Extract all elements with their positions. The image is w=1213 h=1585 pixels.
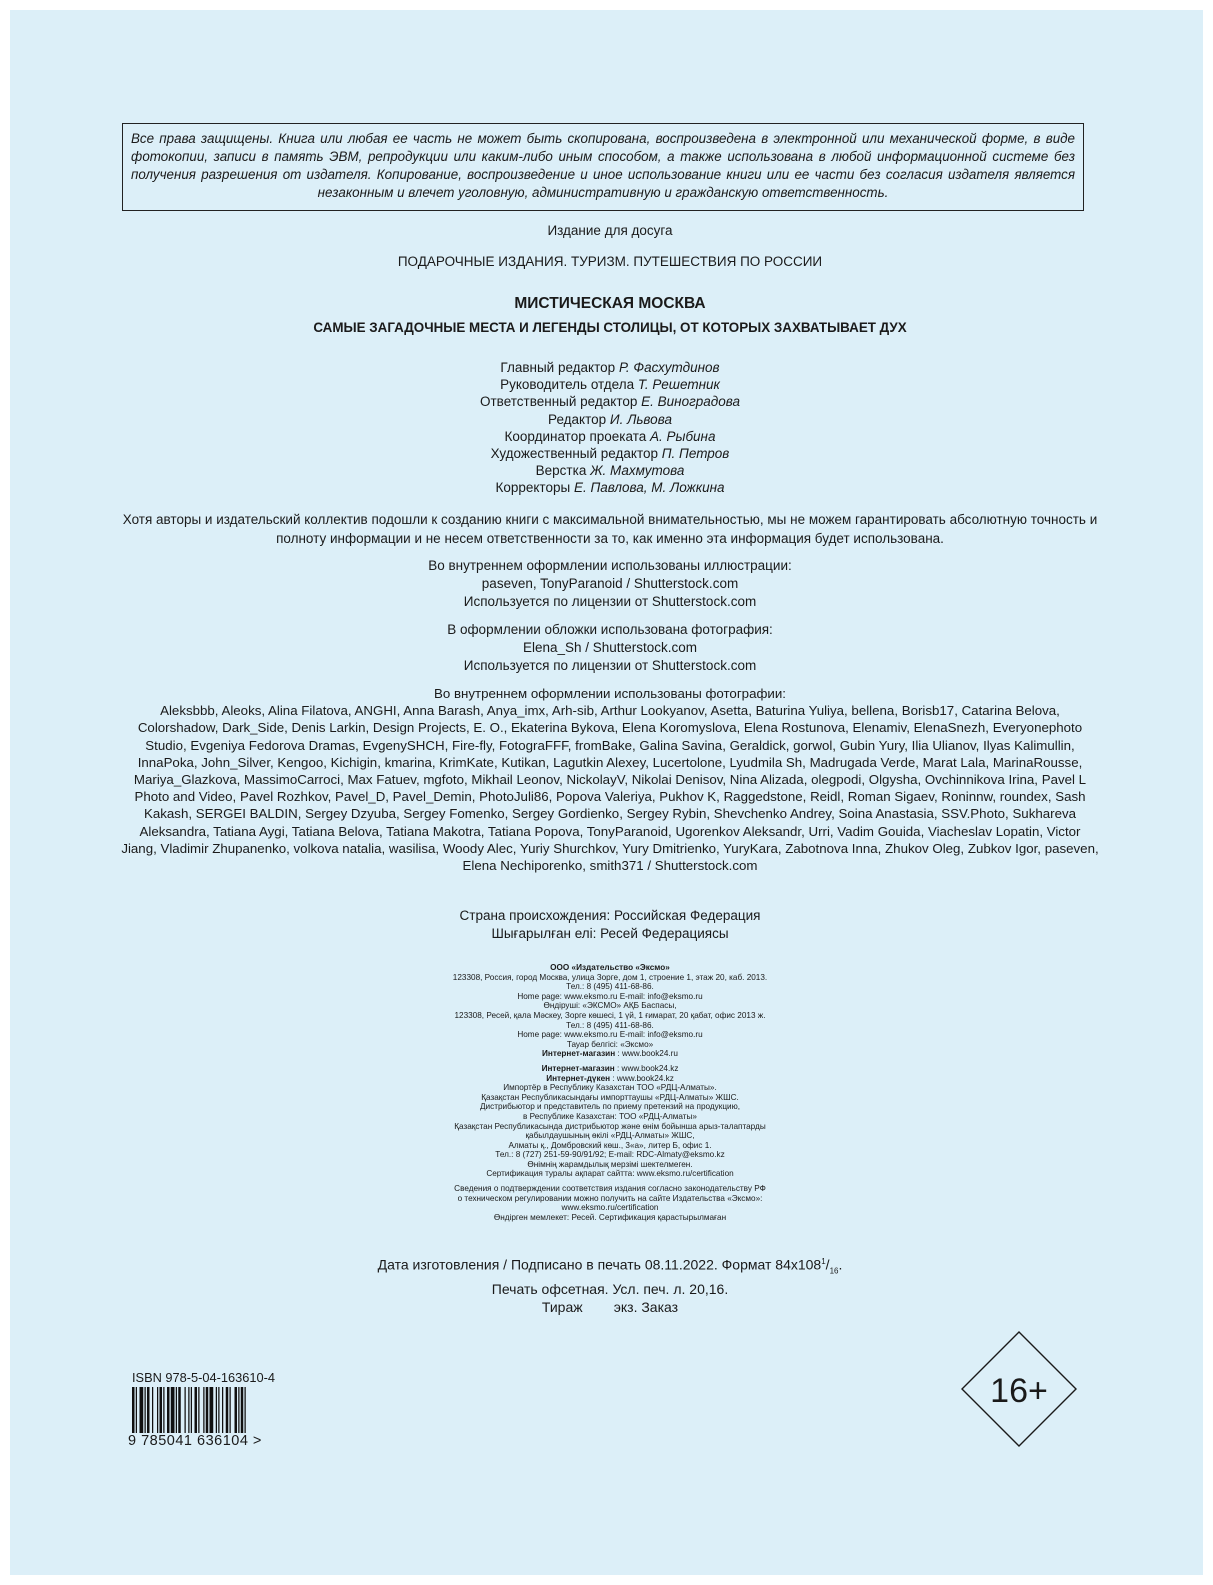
series-label: ПОДАРОЧНЫЕ ИЗДАНИЯ. ТУРИЗМ. ПУТЕШЕСТВИЯ ПО РОССИИ <box>397 254 823 269</box>
credit-line: Художественный редактор П. Петров <box>490 446 730 462</box>
book-subtitle: САМЫЕ ЗАГАДОЧНЫЕ МЕСТА И ЛЕГЕНДЫ СТОЛИЦЫ, ОТ КОТОРЫХ ЗАХВАТЫВАЕТ ДУХ <box>313 320 907 335</box>
isbn: ISBN 978-5-04-163610-4 <box>132 1370 275 1385</box>
credit-line: Ответственный редактор Е. Виноградова <box>480 394 740 410</box>
credit-line: Главный редактор Р. Фасхутдинов <box>500 360 720 375</box>
publisher-name: ООО «Издательство «Эксмо» <box>550 963 670 972</box>
illustrations-credit: Во внутреннем оформлении использованы иллюстрации: paseven, TonyParanoid / Shutterstock.com Используется по лицензии от Shutterstock.com <box>428 558 792 609</box>
disclaimer: Хотя авторы и издательский коллектив подошли к созданию книги с максимальной внимательностью, мы не можем гарантировать абсолютную точность и полноту информации и не несем ответственности за то, как именно эта информация будет использована. <box>122 512 1098 546</box>
book-title: МИСТИЧЕСКАЯ МОСКВА <box>514 295 706 312</box>
imprint-page <box>10 10 1203 1575</box>
leisure-edition-label: Издание для досуга <box>547 223 673 238</box>
credit-line: Редактор И. Львова <box>548 411 672 427</box>
barcode-icon <box>132 1387 284 1433</box>
rights-notice: Все права защищены. Книга или любая ее часть не может быть скопирована, воспроизведена в электронной или механической форме, в виде фотокопии, записи в память ЭВМ, репродукции или каким-либо иным способом, а также использована в любой информационной системе без получения разрешения от издателя. Копирование, воспроизведение и иное использование книги или ее части без согласия издателя является незаконным и влечет уголовную, административную и гражданскую ответственность. <box>122 123 1084 211</box>
country-of-origin: Страна происхождения: Российская Федерация Шығарылған елі: Ресей Федерациясы <box>459 908 761 941</box>
barcode-digits: 9 785041 636104 > <box>128 1433 262 1449</box>
print-details: Дата изготовления / Подписано в печать 08.11.2022. Формат $84x108^1/_{16}$. Печать офсетная. Усл. печ. л. 20,16. Тираж экз. Заказ <box>377 1256 843 1316</box>
photo-credits-heading: Во внутреннем оформлении использованы фотографии: <box>434 686 786 701</box>
age-rating-badge <box>960 1330 1078 1448</box>
publisher-info: ООО «Издательство «Эксмо» 123308, Россия, город Москва, улица Зорге, дом 1, строение 1, этаж 20, каб. 2013. Тел.: 8 (495) 411-68-86. Home page: www.eksmo.ru E-mail: info@eksmo.ru Өндіруші: «ЭКСМО» АҚБ Баспасы, 123308, Ресей, қала Мәскеу, Зорге көшесі, 1 үй, 1 ғимарат, 20 қабат, офис 2013 ж. Тел.: 8 (495) 411-68-86. Home page: www.eksmo.ru E-mail: info@eksmo.ru Тауар белгісі: «Эксмо» Интернет-магазин : www.book24.ru Интернет-магазин : www.book24.kz Интернет-дүкен : www.book24.kz Импортёр в Республику Казахстан ТОО «РДЦ-Алматы». Қазақстан Республикасындағы импорттаушы «РДЦ-Алматы» ЖШС. Дистрибьютор и представитель по приему претензий на продукцию, в Республике Казахстан: ТОО «РДЦ-Алматы» Қазақстан Республикасында дистрибьютор және өнім бойынша арыз-талаптарды қабылдаушының өкілі «РДЦ-Алматы» ЖШС, Алматы қ., Домбровский көш., 3«а», литер Б, офис 1. Тел.: 8 (727) 251-59-90/91/92; E-mail: RDC-Almaty@eksmo.kz Өнімнің жарамдылық мерзімі шектелмеген. Сертификация туралы ақпарат сайтта: www.eksmo.ru/certification Сведения о подтверждении соответствия издания согласно законодательству РФ о техническом регулировании можно получить на сайте Издательства «Эксмо»: www.eksmo.ru/certification Өндірген мемлекет: Ресей. Сертификация қарастырылмаған <box>452 963 768 1222</box>
age-rating-text: 16+ <box>990 1372 1048 1410</box>
credit-line: Координатор проеката А. Рыбина <box>504 428 716 444</box>
photo-credits-list: Aleksbbb, Aleoks, Alina Filatova, ANGHI, Anna Barash, Anya_imx, Arh-sib, Arthur Lookyanov, Asetta, Baturina Yuliya, bellena, Borisb17, Catarina Belova, Colorshadow, Dark_Side, Denis Larkin, Design Projects, E. O., Ekaterina Bykova, Elena Koromyslova, Elena Rostunova, Elenamiv, ElenaSnezh, Everyonephoto Studio, Evgeniya Fedorova Dramas, EvgenySHCH, Fire-fly, FotograFFF, fromBake, Galina Savina, Geraldick, gorwol, Gubin Yury, Ilia Ulianov, Ilyas Kalimullin, InnaPoka, John_Silver, Kengoo, Kichigin, kmarina, KrimKate, Kutikan, Lagutkin Alexey, Lucertolone, Lyudmila Sh, Madrugada Verde, Marat Lala, MarinaRousse, Mariya_Glazkova, MassimoCarroci, Max Fatuev, mgfoto, Mikhail Leonov, NickolayV, Nikolai Denisov, Nina Alizada, olegpodi, Olgysha, Ovchinnikova Irina, Pavel L Photo and Video, Pavel Rozhkov, Pavel_D, Pavel_Demin, PhotoJuli86, Popova Valeriya, Pukhov K, Raggedstone, Reidl, Roman Sigaev, Roninnw, roundex, Sash Kakash, SERGEI BALDIN, Sergey Dzyuba, Sergey Fomenko, Sergey Gordienko, Sergey Rybin, Shevchenko Andrey, Soina Anastasia, SSV.Photo, Sukhareva Aleksandra, Tatiana Aygi, Tatiana Belova, Tatiana Makotra, Tatiana Popova, TonyParanoid, Ugorenkov Aleksandr, Urri, Vadim Gouida, Viacheslav Lopatin, Victor Jiang, Vladimir Zhupanenko, volkova natalia, wasilisa, Woody Alec, Yuriy Shurchkov, Yury Dmitrienko, YuryKara, Zabotnova Inna, Zhukov Oleg, Zubkov Igor, paseven, Elena Nechiporenko, smith371 / Shutterstock.com <box>121 703 1099 874</box>
credit-line: Верстка Ж. Махмутова <box>535 463 685 479</box>
cover-photo-credit: В оформлении обложки использована фотография: Elena_Sh / Shutterstock.com Используется по лицензии от Shutterstock.com <box>447 622 773 673</box>
credit-line: Корректоры Е. Павлова, М. Ложкина <box>495 480 725 496</box>
credit-line: Руководитель отдела Т. Решетник <box>500 377 720 393</box>
photo-credits <box>120 685 1100 874</box>
editorial-credits <box>110 359 1110 497</box>
